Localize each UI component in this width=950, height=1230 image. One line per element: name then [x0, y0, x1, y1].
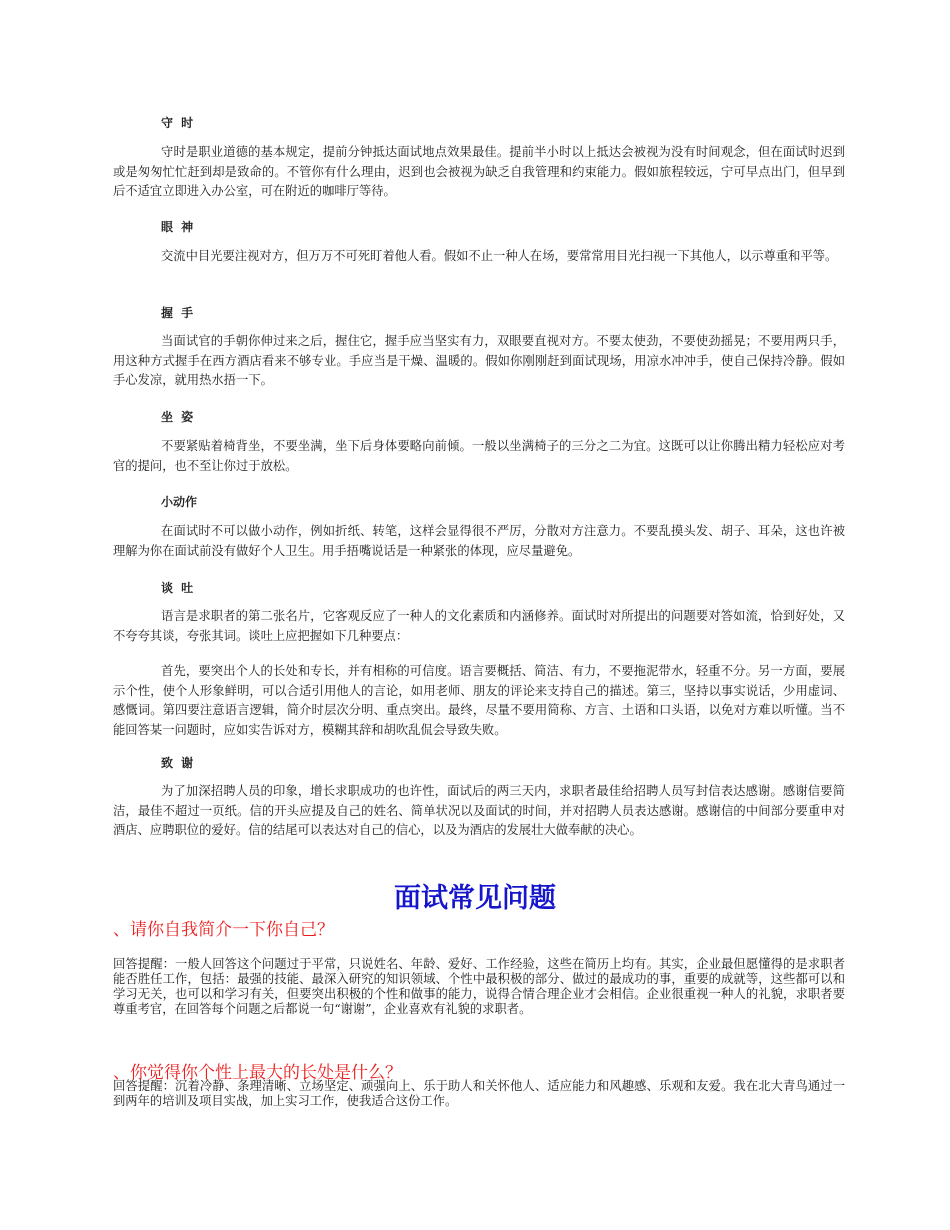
faq-answer: 回答提醒：沉着冷静、条理清晰、立场坚定、顽强向上、乐于助人和关怀他人、适应能力和风趣感、乐观和友爱。我在北大青鸟通过一到两年的培训及项目实战，加上实习工作，使我适合这份工作。 [113, 1079, 845, 1108]
paragraph: 首先，要突出个人的长处和专长，并有相称的可信度。语言要概括、简洁、有力，不要拖泥带水，轻重不分。另一方面，要展示个性，使个人形象鲜明，可以合适引用他人的言论，如用老师、朋友的评论来支持自己的描述。第三，坚持以事实说话，少用虚词、感慨词。第四要注意语言逻辑，简介时层次分明、重点突出。最终，尽量不要用简称、方言、土语和口头语，以免对方难以听懂。当不能回答某一问题时，应如实告诉对方，模糊其辞和胡吹乱侃会导致失败。 [113, 664, 845, 737]
section-heading-posture: 坐 姿 [161, 410, 196, 424]
paragraph: 在面试时不可以做小动作，例如折纸、转笔，这样会显得很不严厉，分散对方注意力。不要乱摸头发、胡子、耳朵，这也许被理解为你在面试前没有做好个人卫生。用手捂嘴说话是一种紧张的体现，应尽量避免。 [113, 524, 845, 558]
section-body-speech-points [113, 662, 845, 740]
section-body-eye-contact [113, 247, 845, 267]
section-heading-handshake: 握 手 [161, 306, 196, 320]
section-body-punctuality [113, 143, 845, 202]
section-body-posture [113, 437, 845, 476]
section-body-thanks [113, 782, 845, 841]
section-heading-thanks: 致 谢 [161, 756, 196, 770]
faq-title: 面试常见问题 [394, 883, 556, 914]
section-body-gestures [113, 522, 845, 561]
paragraph: 不要紧贴着椅背坐，不要坐满，坐下后身体要略向前倾。一般以坐满椅子的三分之二为宜。这既可以让你腾出精力轻松应对考官的提问，也不至让你过于放松。 [113, 439, 845, 473]
faq-question: 、请你自我简介一下你自己？ [113, 920, 334, 940]
faq-answer: 回答提醒：一般人回答这个问题过于平常，只说姓名、年龄、爱好、工作经验，这些在简历上均有。其实，企业最但愿懂得的是求职者能否胜任工作，包括：最强的技能、最深入研究的知识领域、个性中最积极的部分、做过的最成功的事，重要的成就等，这些都可以和学习无关，也可以和学习有关，但要突出积极的个性和做事的能力，说得合情合理企业才会相信。企业很重视一种人的礼貌，求职者要尊重考官，在回答每个问题之后都说一句“谢谢”，企业喜欢有礼貌的求职者。 [113, 957, 845, 1016]
paragraph: 守时是职业道德的基本规定，提前分钟抵达面试地点效果最佳。提前半小时以上抵达会被视为没有时间观念，但在面试时迟到或是匆匆忙忙赶到却是致命的。不管你有什么理由，迟到也会被视为缺乏自我管理和约束能力。假如旅程较远，宁可早点出门，但早到后不适宜立即进入办公室，可在附近的咖啡厅等待。 [113, 145, 845, 198]
paragraph: 为了加深招聘人员的印象，增长求职成功的也许性，面试后的两三天内，求职者最佳给招聘人员写封信表达感谢。感谢信要简洁，最佳不超过一页纸。信的开头应提及自己的姓名、简单状况以及面试的时间，并对招聘人员表达感谢。感谢信的中间部分要重申对酒店、应聘职位的爱好。信的结尾可以表达对自己的信心，以及为酒店的发展壮大做奉献的决心。 [113, 784, 845, 837]
paragraph: 交流中目光要注视对方，但万万不可死盯着他人看。假如不止一种人在场，要常常用目光扫视一下其他人，以示尊重和平等。 [161, 249, 838, 263]
paragraph: 语言是求职者的第二张名片，它客观反应了一种人的文化素质和内涵修养。面试时对所提出的问题要对答如流，恰到好处，又不夸夸其谈，夸张其词。谈吐上应把握如下几种要点： [113, 609, 845, 643]
section-body-speech [113, 607, 845, 646]
section-heading-speech: 谈 吐 [161, 581, 196, 595]
faq-question: 、你觉得你个性上最大的长处是什么？ [113, 1063, 402, 1083]
section-body-handshake [113, 332, 845, 391]
section-heading-eye-contact: 眼 神 [161, 220, 196, 234]
paragraph: 当面试官的手朝你伸过来之后，握住它，握手应当坚实有力，双眼要直视对方。不要太使劲，不要使劲摇晃；不要用两只手，用这种方式握手在西方酒店看来不够专业。手应当是干燥、温暖的。假如你刚刚赶到面试现场，用凉水冲冲手，使自己保持冷静。假如手心发凉，就用热水捂一下。 [113, 334, 845, 387]
section-heading-gestures: 小动作 [161, 495, 198, 509]
section-heading-punctuality: 守 时 [161, 116, 196, 130]
